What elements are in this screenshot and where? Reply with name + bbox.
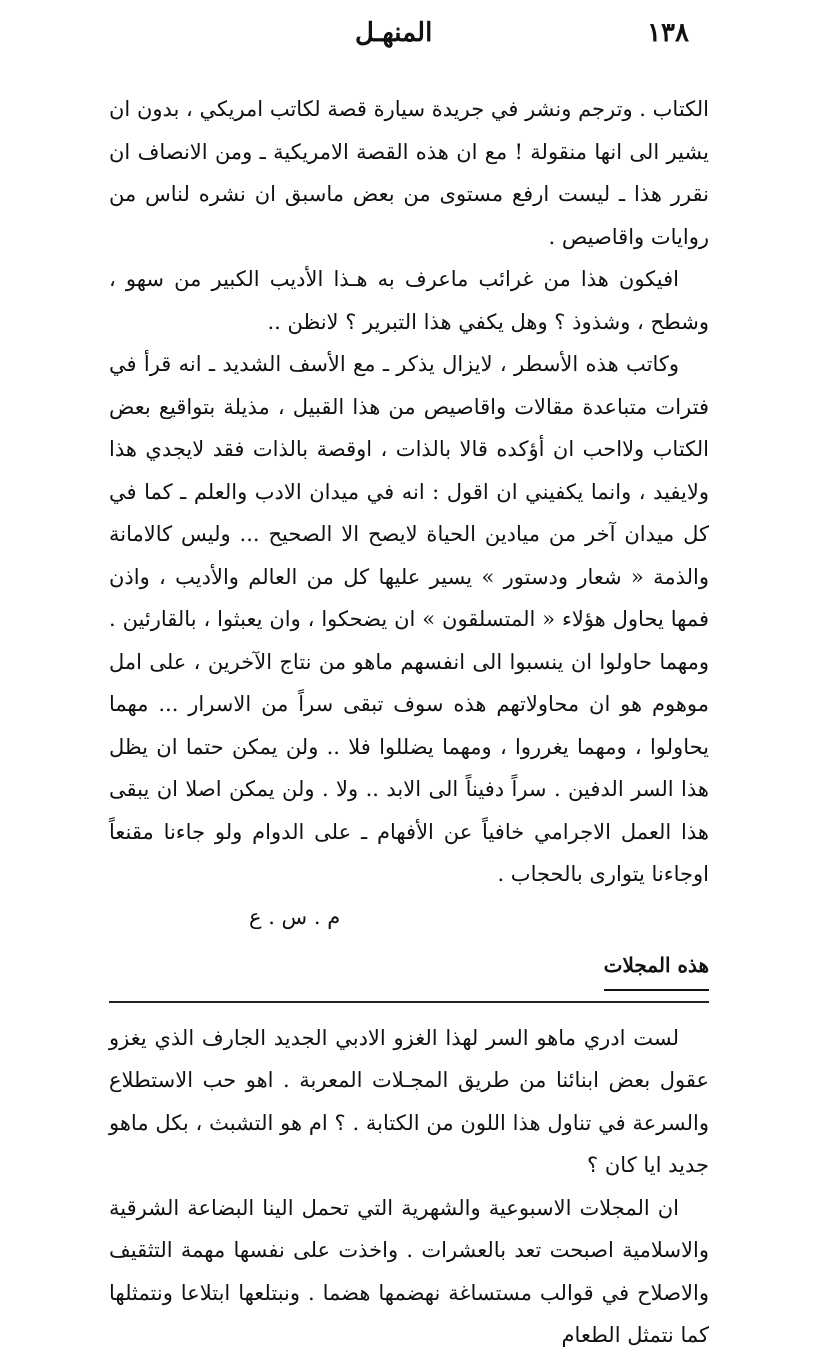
paragraph: وكاتب هذه الأسطر ، لايزال يذكر ـ مع الأسف الشديد ـ انه قرأ في فترات متباعدة مقالات واقاصيص من هذا القبيل ، مذيلة بتواقيع بعض الكتاب ولااحب ان أؤكده قالا بالذات ، اوقصة بالذات فقد لايجدي هذا ولايفيد ، وانما يكفيني ان اقول : انه في ميدان الادب والعلم ـ كما في كل ميدان آخر من ميادين الحياة لايصح الا الصحيح ... وليس كالامانة والذمة « شعار ودستور » يسير عليها كل من العالم والأديب ، واذن فمها يحاول هؤلاء « المتسلقون » ان يضحكوا ، وان يعبثوا ، بالقارئين . ومهما حاولوا ان ينسبوا الى انفسهم ماهو من نتاج الآخرين ، على امل موهوم هو ان محاولاتهم هذه سوف تبقى سراً من الاسرار ... مهما يحاولوا ، ومهما يغرروا ، ومهما يضللوا فلا .. ولن يمكن حتما ان يظل هذا السر الدفين . سراً دفيناً الى الابد .. ولا . ولن يمكن اصلا ان يبقى هذا العمل الاجرامي خافياً عن الأفهام ـ على الدوام ولو جاءنا مقنعاً اوجاءنا يتوارى بالحجاب . (109, 352, 709, 886)
section-title: هذه المجلات (604, 944, 709, 991)
section-heading (109, 938, 709, 1001)
author-signature: م . س . ع (249, 904, 341, 929)
page-number: ١٣٨ (647, 18, 689, 48)
journal-name: المنهـل (355, 18, 433, 48)
section-divider (109, 1001, 709, 1003)
paragraph: الكتاب . وترجم ونشر في جريدة سيارة قصة لكاتب امريكي ، بدون ان يشير الى انها منقولة ! مع ان هذه القصة الامريكية ـ ومن الانصاف ان نقرر هذا ـ ليست ارفع مستوى من بعض ماسبق ان نشره لناس من روايات واقاصيص . (109, 97, 709, 249)
running-head (0, 18, 817, 58)
paragraph: لست ادري ماهو السر لهذا الغزو الادبي الجديد الجارف الذي يغزو عقول بعض ابنائنا من طريق المجـلات المعربة . اهو حب الاستطلاع والسرعة في تناول هذا اللون من الكتابة . ؟ ام هو التشبث ، بكل ماهو جديد ايا كان ؟ (109, 1025, 709, 1177)
article-body (109, 88, 709, 1357)
paragraph: ان المجلات الاسبوعية والشهرية التي تحمل الينا البضاعة الشرقية والاسلامية اصبحت تعد بالعشرات . واخذت على نفسها مهمة التثقيف والاصلاح في قوالب مستساغة نهضمها هضما . ونبتلعها ابتلاعا ونتمثلها كما نتمثل الطعام (109, 1195, 709, 1347)
paragraph: افيكون هذا من غرائب ماعرف به هـذا الأديب الكبير من سهو ، وشطح ، وشذوذ ؟ وهل يكفي هذا التبرير ؟ لانظن .. (109, 267, 709, 334)
